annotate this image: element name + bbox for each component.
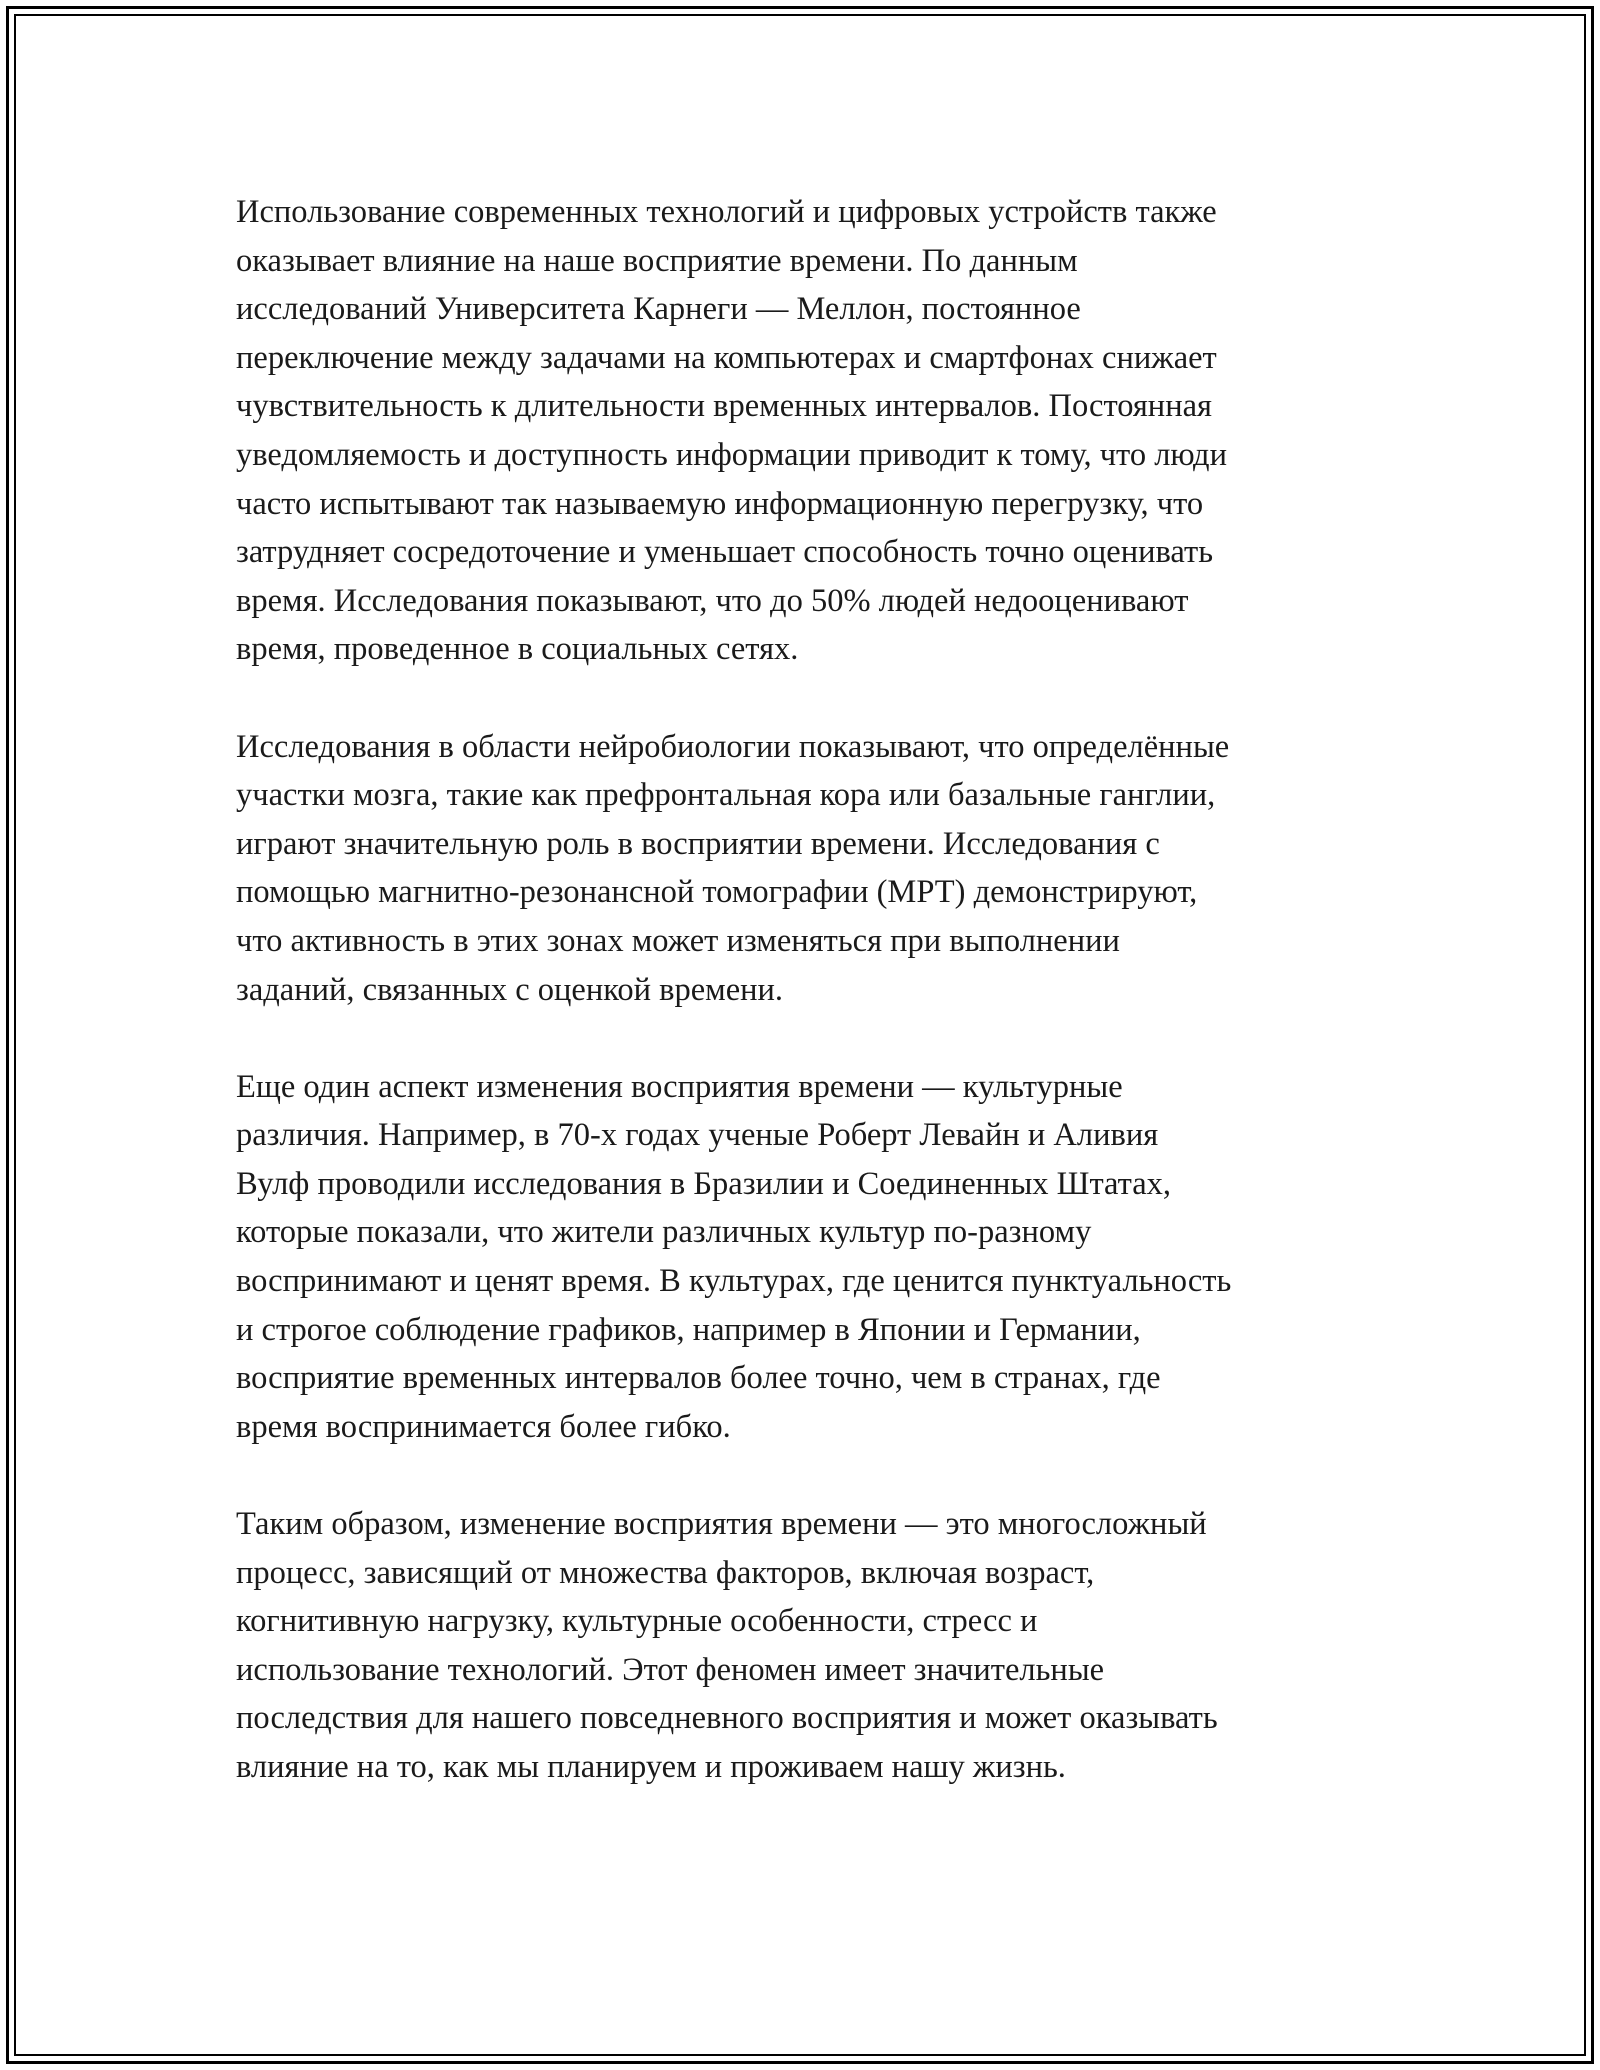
text-line: влияние на то, как мы планируем и проживаем нашу жизнь.: [236, 1749, 1066, 1785]
text-line: которые показали, что жители различных культур по-разному: [236, 1214, 1092, 1251]
text-line: оказывает влияние на наше восприятие времени. По данным: [236, 242, 1078, 279]
text-line: играют значительную роль в восприятии времени. Исследования с: [236, 825, 1160, 862]
paragraph-culture: [236, 1063, 1376, 1452]
text-line: чувствительность к длительности временных интервалов. Постоянная: [236, 388, 1212, 425]
text-line: часто испытывают так называемую информационную перегрузку, что: [236, 485, 1204, 522]
text-line: использование технологий. Этот феномен имеет значительные: [236, 1651, 1105, 1688]
text-line: Исследования в области нейробиологии показывают, что определённые: [236, 728, 1230, 765]
document-body: [236, 188, 1376, 1840]
text-line: Еще один аспект изменения восприятия времени — культурные: [236, 1068, 1123, 1105]
text-line: Вулф проводили исследования в Бразилии и Соединенных Штатах,: [236, 1165, 1172, 1202]
text-line: и строгое соблюдение графиков, например в Японии и Германии,: [236, 1311, 1141, 1348]
text-line: что активность в этих зонах может изменяться при выполнении: [236, 922, 1120, 959]
text-line: время воспринимается более гибко.: [236, 1408, 731, 1445]
text-line: переключение между задачами на компьютерах и смартфонах снижает: [236, 339, 1217, 376]
text-line: различия. Например, в 70-х годах ученые Роберт Левайн и Аливия: [236, 1117, 1159, 1154]
text-line: заданий, связанных с оценкой времени.: [236, 971, 784, 1008]
text-line: затрудняет сосредоточение и уменьшает способность точно оценивать: [236, 534, 1214, 571]
text-line: время, проведенное в социальных сетях.: [236, 631, 799, 668]
text-line: когнитивную нагрузку, культурные особенности, стресс и: [236, 1603, 1038, 1640]
paragraph-conclusion: [236, 1500, 1376, 1792]
text-line: Таким образом, изменение восприятия времени — это многосложный: [236, 1506, 1207, 1543]
text-line: процесс, зависящий от множества факторов, включая возраст,: [236, 1554, 1095, 1591]
text-line: уведомляемость и доступность информации приводит к тому, что люди: [236, 436, 1227, 473]
paragraph-neurobiology: [236, 723, 1376, 1015]
text-line: участки мозга, такие как префронтальная кора или базальные ганглии,: [236, 777, 1216, 814]
text-line: воспринимают и ценят время. В культурах, где ценится пунктуальность: [236, 1263, 1232, 1300]
text-line: восприятие временных интервалов более точно, чем в странах, где: [236, 1360, 1161, 1397]
text-line: Использование современных технологий и цифровых устройств также: [236, 194, 1217, 230]
text-line: время. Исследования показывают, что до 50% людей недооценивают: [236, 582, 1189, 619]
text-line: помощью магнитно-резонансной томографии (МРТ) демонстрируют,: [236, 874, 1198, 911]
paragraph-technology: [236, 188, 1376, 674]
text-line: исследований Университета Карнеги — Меллон, постоянное: [236, 291, 1081, 328]
text-line: последствия для нашего повседневного восприятия и может оказывать: [236, 1700, 1218, 1737]
